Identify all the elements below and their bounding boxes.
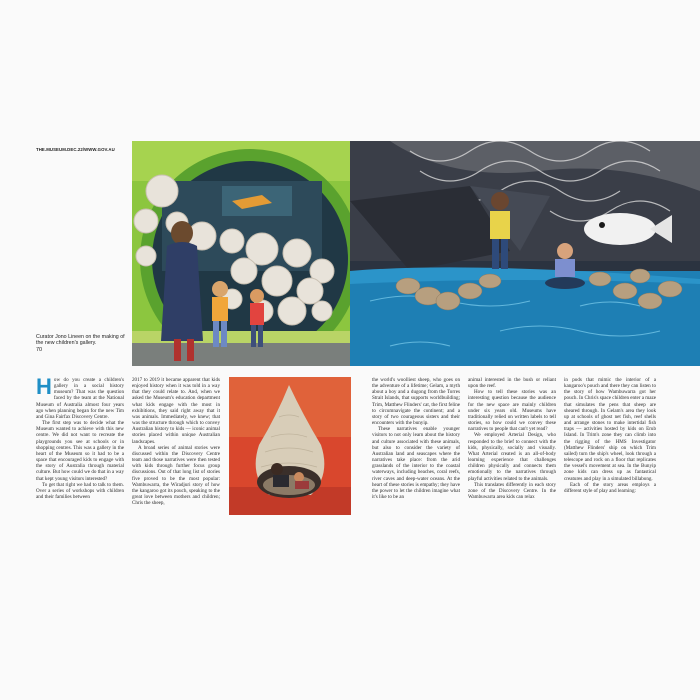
page-number: 70: [36, 347, 43, 353]
article-paragraph: A broad series of animal stories were discussed within the Discovery Centre team and those narratives were then tested with kids through further focus group discussions. Out of that long list of stories five proved to be the most popular: Wambuwarra, the Wiradjuri story of how the kangaroo got its pouch, speaking to the great love between mothers and children; Chris the sheep,: [132, 444, 220, 507]
article-column-1: [36, 374, 124, 500]
article-paragraph: This translates differently in each story zone of the Discovery Centre. In the Wambuwarra area kids can relax: [468, 481, 556, 500]
article-paragraph: To get that right we had to talk to them. Over a series of workshops with children and their families between: [36, 481, 124, 500]
article-column-3: [372, 377, 460, 500]
article-paragraph: the world's woolliest sheep, who goes on the adventure of a lifetime; Gelam, a myth about a boy and a dugong from the Torres Strait Islands, that supports worldbuilding; Trim, Matthew Flinders' cat, the first feline to circumnavigate the continent; and a story of two courageous sisters and their encounters with the bunyip.: [372, 377, 460, 427]
gelam-zone-photo: [350, 141, 700, 366]
gallery-display-photo: [132, 141, 350, 366]
article-paragraph: The first step was to decide what the Museum wanted to achieve with this new centre. We did not want to recreate the playgrounds you see at schools or in shopping centres. This was a gallery in the heart of the Museum so it had to be a space that encouraged kids to engage with the story of Australia through material culture. But how could we do that in a way that kept young visitors interested?: [36, 420, 124, 482]
article-column-5: [564, 377, 656, 494]
article-paragraph: Each of the story areas employs a different style of play and learning:: [564, 481, 656, 494]
article-paragraph: 2017 to 2019 it became apparent that kids enjoyed history when it was told in a way that they could relate to. And, when we asked the Museum's education department what kids engage with the most in exhibitions, they said right away that it was animals. Immediately, we knew; that was the structure through which to convey Australian history to kids — iconic animal stories placed within unique Australian landscapes.: [132, 377, 220, 445]
pouch-pod-photo: [229, 377, 351, 515]
running-header: THE.MUSEUM.DEC.22/WWW.GOV.AU: [36, 147, 115, 152]
article-paragraph: in pods that mimic the interior of a kangaroo's pouch and there they can listen to the story of how Wambuwarra got her pouch. In Chris's space children enter a maze that simulates the pens that sheep are sheared through. In Gelam's area they look up at schools of ghost net fish, reef shells and arrange stones to make intertidal fish traps — activities hosted by kids on Erub Island. In Trim's zone they can climb into the rigging of the HMS Investigator (Matthew Flinders' ship on which Trim sailed) turn the ship's wheel, look through a telescope and rock on a floor that replicates the vessel's movement at sea. In the Bunyip zone kids can dress up as fantastical creatures and play in a simulated billabong.: [564, 377, 657, 482]
article-paragraph: How to tell these stories was an interesting question because the audience for the new space are mainly children under six years old. Museums have traditionally relied on written labels to tell stories, so how could we convey these narratives to people that can't yet read?: [468, 389, 556, 433]
drop-cap: H: [36, 374, 52, 399]
article-paragraph: These narratives enable younger visitors to not only learn about the history and culture associated with these animals, but also to consider the variety of Australian land and seascapes where the narratives take place: from the arid grasslands of the interior to the coastal waterways, including beaches, coral reefs, river caves and deep-water oceans. At the heart of these stories is empathy; they have the power to let the children imagine what it's like to be an: [372, 426, 460, 500]
article-paragraph: We employed Arterial Design, who responded to the brief to connect with the kids, physically, socially and visually. What Arterial created is an all-of-body learning experience that challenges children physically and connects them emotionally to the narratives through playful activities related to the animals.: [468, 432, 556, 482]
article-paragraph: How do you create a children's gallery in a social history museum? That was the question faced by the team at the National Museum of Australia almost four years ago when planning began for the new Tim and Gina Fairfax Discovery Centre.: [36, 374, 124, 420]
article-paragraph: animal interested in the bush or reliant upon the reef.: [468, 377, 556, 390]
photo-caption: Curator Jono Lineen on the making of the new children's gallery.: [36, 334, 125, 347]
article-column-4: [468, 377, 556, 500]
article-column-2: [132, 377, 220, 506]
